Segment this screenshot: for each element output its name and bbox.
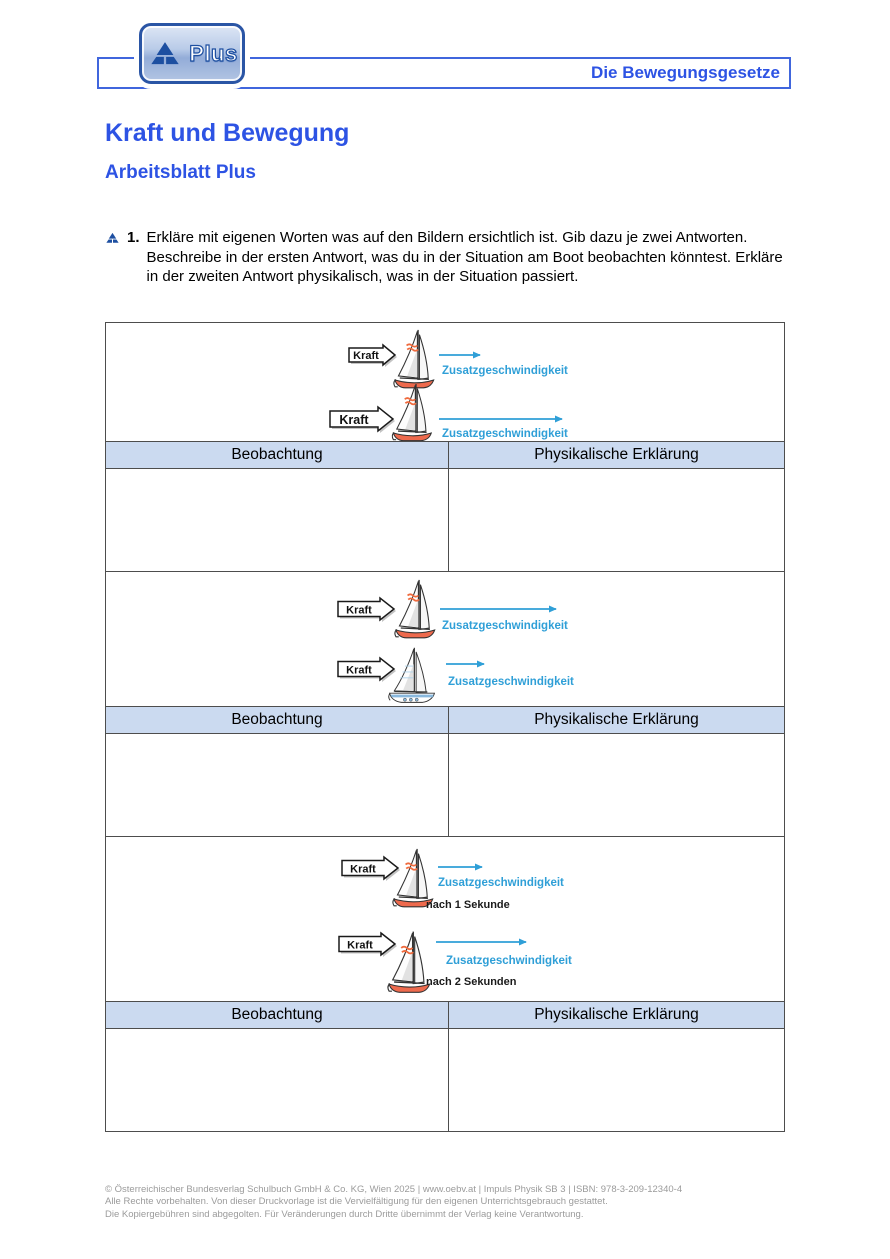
answer-cell-erklaerung-1 [449,469,785,572]
velocity-label: Zusatzgeschwindigkeit [442,620,568,632]
task-text: Erkläre mit eigenen Worten was auf den Bildern ersichtlich ist. Gib dazu je zwei Antworten. Beschreibe in der ersten Antwort, was du in der Situation am Boot beobachten könntest. Erkläre in der zweiten Antwort physikalisch, was in der Situation passiert. [146,229,783,285]
force-arrow [330,407,395,433]
panel-3-diagram [106,837,785,1002]
force-arrow [342,857,400,881]
sailboat-small-icon [394,330,434,388]
col-header-beobachtung: Beobachtung [106,1002,449,1029]
imprint [105,1184,682,1221]
col-header-beobachtung: Beobachtung [106,707,449,734]
sailboat-small-icon [395,580,435,638]
answer-cell-beobachtung-1 [106,469,449,572]
sailboat-large-icon [389,648,435,703]
velocity-label: Zusatzgeschwindigkeit [446,955,572,967]
oebv-plus-logo [139,23,245,84]
worksheet-table [105,322,785,1132]
imprint-line: © Österreichischer Bundesverlag Schulbuch GmbH & Co. KG, Wien 2025 | www.oebv.at | Impuls Physik SB 3 | ISBN: 978-3-209-12340-4 [105,1184,683,1195]
panel-1-diagram [106,323,785,442]
force-label: Kraft [347,939,373,952]
imprint-line: Die Kopiergebühren sind abgegolten. Für Veränderungen durch Dritte übernimmt der Verlag keine Verantwortung. [105,1208,584,1220]
answer-cell-beobachtung-3 [106,1029,449,1132]
force-label: Kraft [350,863,376,876]
force-label: Kraft [353,350,379,362]
col-header-erklaerung: Physikalische Erklärung [449,442,785,469]
force-label: Kraft [346,664,372,677]
imprint-line: Alle Rechte vorbehalten. Von dieser Druckvorlage ist die Vervielfältigung für den eigenen Unterrichtsgebrauch gestattet. [105,1196,608,1208]
time-caption: nach 2 Sekunden [426,976,517,988]
force-label: Kraft [339,413,369,427]
force-arrow [338,598,396,622]
force-label: Kraft [346,604,372,617]
col-header-beobachtung: Beobachtung [106,442,449,469]
time-caption: nach 1 Sekunde [426,899,510,911]
force-arrow [339,933,397,957]
col-header-erklaerung: Physikalische Erklärung [449,707,785,734]
velocity-label: Zusatzgeschwindigkeit [438,877,564,889]
answer-cell-erklaerung-2 [449,734,785,837]
pyramid-icon [146,38,184,69]
page-subtitle: Arbeitsblatt Plus [105,162,256,183]
answer-cell-erklaerung-3 [449,1029,785,1132]
velocity-label: Zusatzgeschwindigkeit [442,428,568,440]
page-title: Kraft und Bewegung [105,119,350,147]
velocity-label: Zusatzgeschwindigkeit [448,676,574,688]
sailboat-small-icon [388,932,430,993]
velocity-label: Zusatzgeschwindigkeit [442,365,568,377]
answer-cell-beobachtung-2 [106,734,449,837]
task-pyramid-icon [104,231,121,245]
chapter-title: Die Bewegungsgesetze [591,63,780,82]
sailboat-small-icon [392,384,431,441]
panel-2-diagram [106,572,785,707]
task-1 [104,228,798,287]
force-arrow [338,658,396,682]
task-number: 1. [127,229,140,246]
force-arrow [349,345,397,367]
col-header-erklaerung: Physikalische Erklärung [449,1002,785,1029]
logo-label: Plus [189,40,238,66]
